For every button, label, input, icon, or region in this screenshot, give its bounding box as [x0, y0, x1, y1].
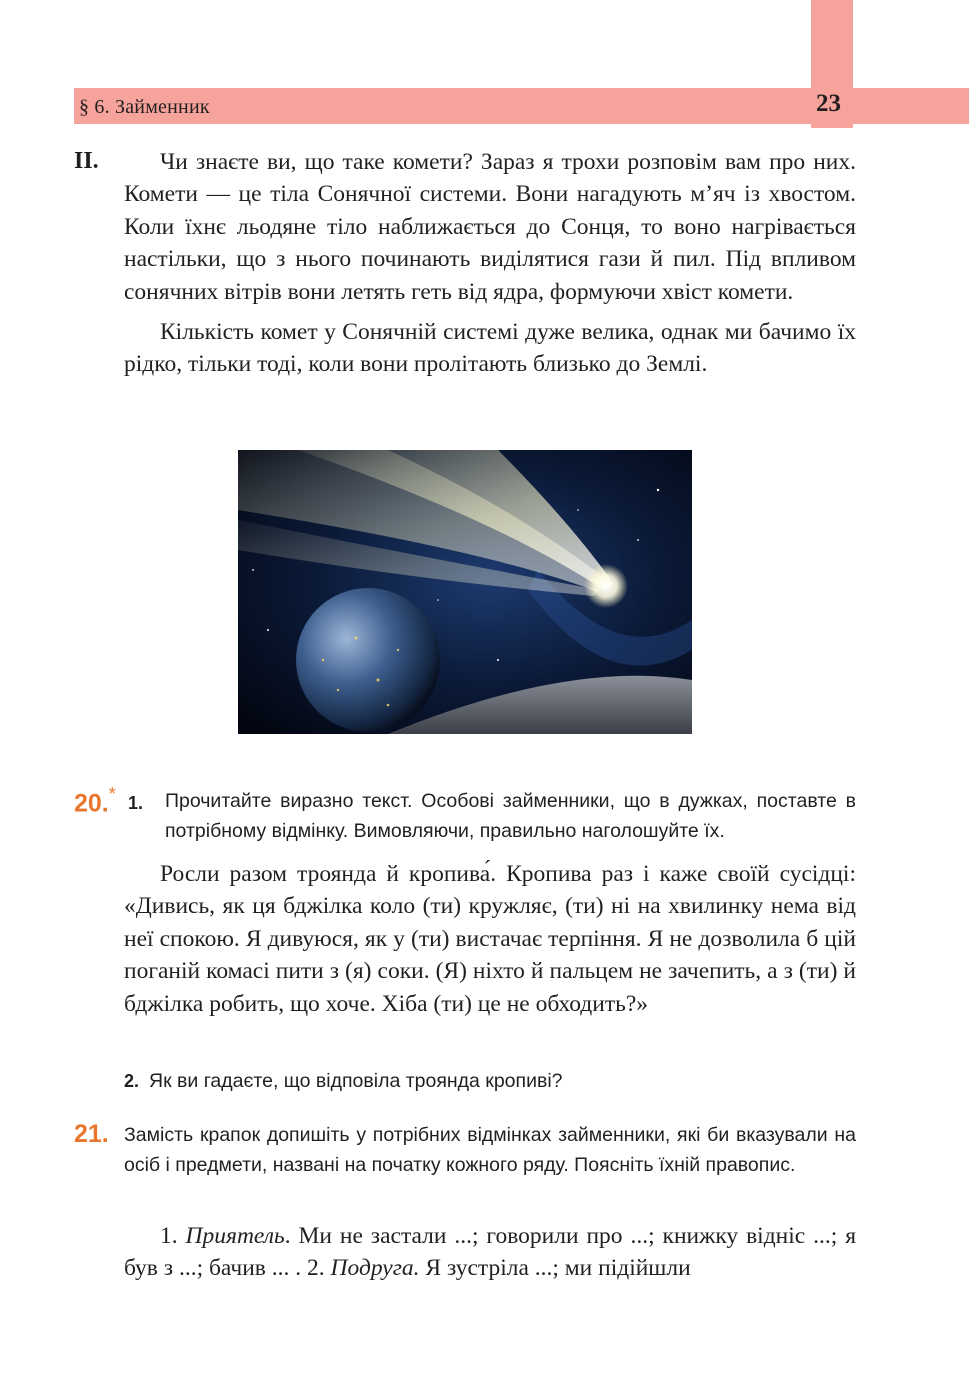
- exercise-20-label: 20.: [74, 789, 109, 818]
- comet-paragraph-2: Кількість комет у Сонячній системі дуже велика, однак ми бачимо їх рідко, тільки тоді, коли вони пролітають близько до Землі.: [124, 319, 856, 378]
- part-marker: II.: [74, 148, 99, 174]
- page-number: 23: [816, 90, 841, 117]
- exercise-21-item-2-word: Подруга.: [330, 1255, 420, 1282]
- exercise-21-item-1-word: Приятель: [185, 1223, 285, 1249]
- exercise-20-story-block: [124, 858, 856, 1020]
- comet-text: [124, 146, 856, 381]
- exercise-20-task-2: [124, 1066, 856, 1096]
- exercise-21-item-1-number: 1.: [160, 1223, 186, 1249]
- exercise-21-item-2-text: Я зустріла ...; ми підійшли: [419, 1255, 691, 1282]
- exercise-20-task-2-number: 2.: [124, 1071, 140, 1091]
- exercise-21-item-1-text: . Ми не застали ...; говорили про ...; книжку відніс ...; я був з ...; бачив ... .: [124, 1223, 857, 1282]
- exercise-20-task-1-text: Прочитайте виразно текст. Особові займенники, що в дужках, поставте в потрібному відмінку. Вимовляючи, правильно наголошуйте їх.: [165, 790, 856, 842]
- exercise-20-task-1-number: 1.: [128, 793, 144, 813]
- exercise-21-items: [124, 1220, 856, 1285]
- exercise-21-number: 21.: [74, 1120, 109, 1148]
- exercise-20-task-2-text: Як ви гадаєте, що відповіла троянда кропиві?: [149, 1070, 563, 1092]
- star-icon: *: [108, 784, 116, 804]
- exercise-20-story: Росли разом троянда й кропива́. Кропива раз і каже своїй сусідці: «Дивись, як ця бджілка коло (ти) кружляє, (ти) ні на хвилинку нема від неї спокою. Я дивуюся, як у (ти) вистачає терпіння. Я не дозволила б цій поганій комасі пити з (я) соки. (Я) ніхто й пальцем не зачепить, а з (ти) й бджілка робить, що хоче. Хіба (ти) це не обходить?»: [124, 861, 856, 1017]
- comet-and-planet-image: [238, 450, 692, 734]
- exercise-21-item-2-number: 2.: [307, 1255, 331, 1282]
- exercise-21-item-line: [124, 1220, 856, 1285]
- exercise-21-task-text: Замість крапок допишіть у потрібних відмінках займенники, які би вказували на осіб і предмети, названі на початку кожного ряду. Поясніть їхній правопис.: [124, 1124, 856, 1176]
- section-title: § 6. Займенник: [79, 96, 210, 118]
- comet-paragraph-1: Чи знаєте ви, що таке комети? Зараз я трохи розповім вам про них. Комети — це тіла Сонячної системи. Вони нагадують м’яч із хвостом. Коли їхнє льодяне тіло наближається до Сонця, то воно нагрівається настільки, що з нього починають виділятися гази й пил. Під впливом сонячних вітрів вони летять геть від ядра, формуючи хвіст комети.: [124, 149, 856, 305]
- exercise-20-number: [74, 786, 116, 818]
